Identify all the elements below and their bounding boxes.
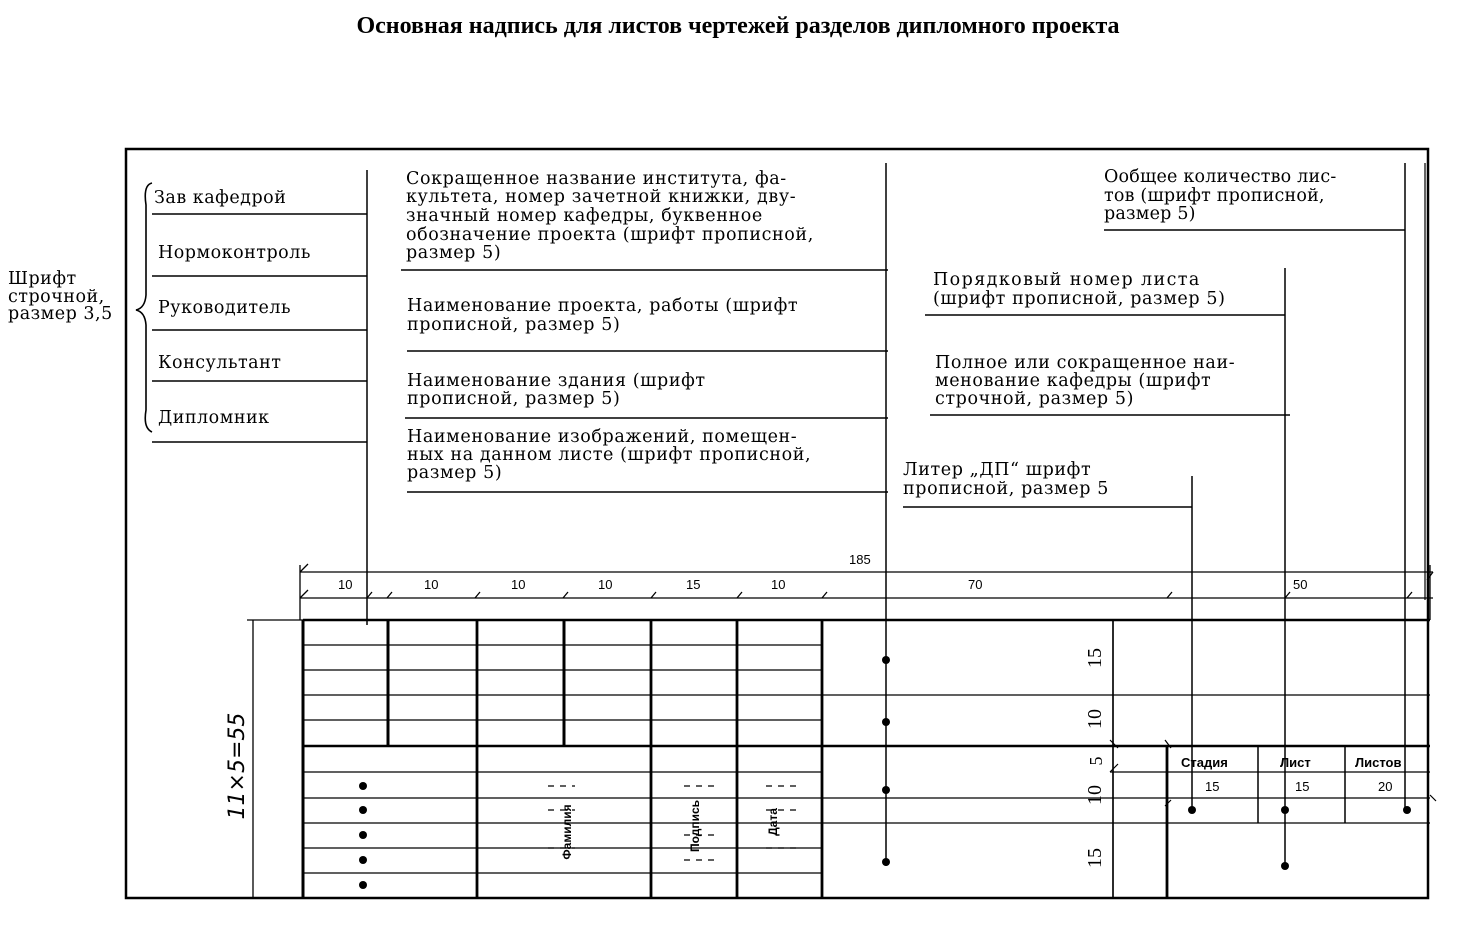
dim-row-4: 10 [1084,785,1106,805]
desc-images-line-3: размер 5) [407,463,503,483]
desc-sheet-number-line-2: (шрифт прописной, размер 5) [933,289,1226,309]
cell-width-sheet: 15 [1295,779,1310,794]
desc-images-line-1: Наименование изображений, помещен- [407,427,798,447]
font-note-line-1: Шрифт [8,269,77,289]
outer-frame [126,149,1428,898]
dim-col-5: 15 [686,577,701,592]
desc-liter-line-1: Литер „ДП“ шрифт [903,460,1092,480]
label-signature: Подпись [688,799,702,853]
role-head-of-department: Зав кафедрой [154,188,287,208]
label-sheets: Листов [1355,755,1402,770]
desc-images-line-2: ных на данном листе (шрифт прописной, [407,445,812,465]
desc-institute-line-2: культета, номер зачетной книжки, дву- [406,187,797,207]
desc-liter-line-2: прописной, размер 5 [903,479,1109,499]
dim-col-8: 50 [1293,577,1308,592]
dim-col-2: 10 [424,577,439,592]
dim-row-5: 15 [1084,848,1106,868]
desc-project-line-2: прописной, размер 5) [407,315,621,335]
label-surname: Фамилия [560,804,574,860]
dim-total-width: 185 [849,552,871,567]
dim-col-3: 10 [511,577,526,592]
desc-institute-line-5: размер 5) [406,243,502,263]
dim-col-7: 70 [968,577,983,592]
dim-col-4: 10 [598,577,613,592]
dim-left-height: 11×5=55 [225,712,250,820]
desc-project-line-1: Наименование проекта, работы (шрифт [407,296,799,316]
left-brace [136,183,152,432]
role-supervisor: Руководитель [158,298,292,318]
label-stage: Стадия [1181,755,1228,770]
font-note-line-2: строчной, [8,287,105,307]
desc-sheet-number-line-1: Порядковый номер листа [933,270,1201,290]
desc-total-sheets-line-1: Ообщее количество лис- [1104,167,1337,187]
role-student: Дипломник [158,408,270,428]
desc-total-sheets-line-2: тов (шрифт прописной, [1104,186,1325,206]
desc-institute-line-3: значный номер кафедры, буквенное [406,206,763,226]
label-date: Дата [766,808,780,836]
role-norm-control: Нормоконтроль [158,243,311,263]
desc-building-line-2: прописной, размер 5) [407,389,621,409]
desc-institute-line-4: обозначение проекта (шрифт прописной, [406,225,814,245]
page-title: Основная надпись для листов чертежей разделов дипломного проекта [356,13,1120,39]
label-sheet: Лист [1280,755,1311,770]
dim-row-2: 10 [1084,709,1106,729]
desc-department-line-1: Полное или сокращенное наи- [935,353,1236,373]
desc-department-line-2: менование кафедры (шрифт [935,371,1212,391]
dim-row-3: 5 [1086,756,1106,766]
desc-building-line-1: Наименование здания (шрифт [407,371,706,391]
font-note-line-3: размер 3,5 [8,304,113,324]
cell-width-sheets: 20 [1378,779,1393,794]
desc-institute-line-1: Сокращенное название института, фа- [406,169,787,189]
dim-col-1: 10 [338,577,353,592]
role-consultant: Консультант [158,353,282,373]
dim-col-6: 10 [771,577,786,592]
cell-width-stage: 15 [1205,779,1220,794]
dim-row-1: 15 [1084,648,1106,668]
desc-total-sheets-line-3: размер 5) [1104,204,1196,224]
desc-department-line-3: строчной, размер 5) [935,389,1135,409]
